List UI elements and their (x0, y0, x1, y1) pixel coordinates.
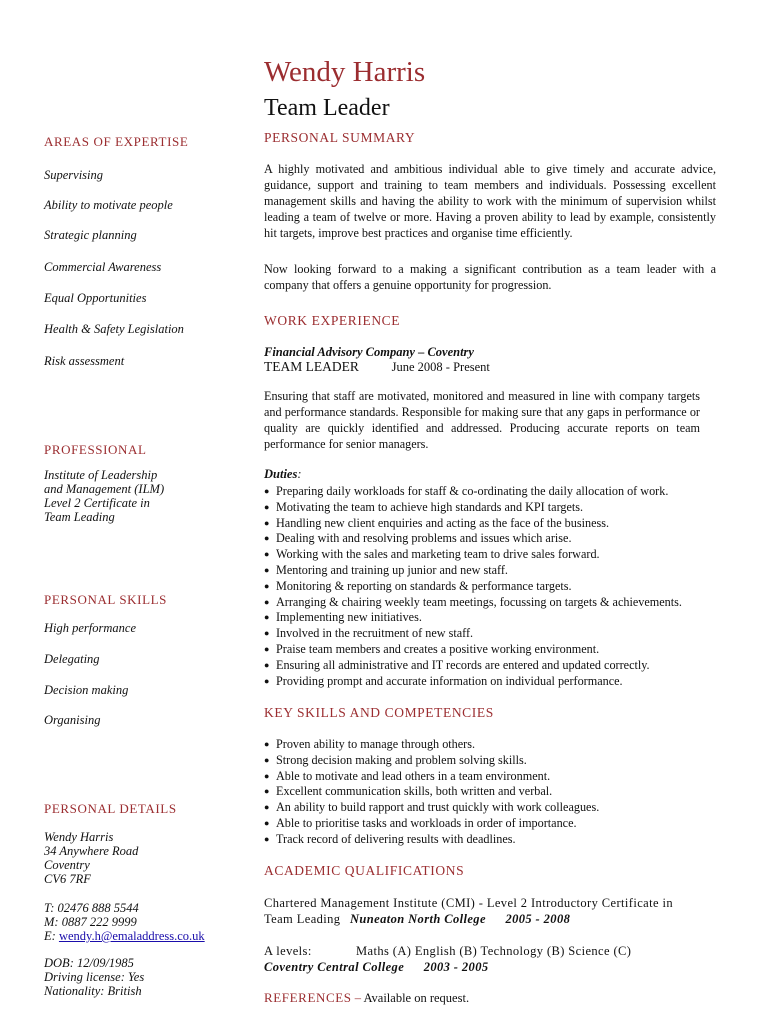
alevels-subjects: Maths (A) English (B) Technology (B) Science (C) (356, 944, 632, 958)
address-line: 34 Anywhere Road (44, 844, 139, 858)
work-dates: June 2008 - Present (391, 360, 490, 374)
key-skill-item: ● Strong decision making and problem solving skills. (264, 753, 599, 769)
key-skill-item: ● Able to motivate and lead others in a team environment. (264, 769, 599, 785)
professional-qualification (44, 468, 164, 524)
cmi-line-2 (264, 911, 716, 927)
skills-item: Organising (44, 713, 101, 727)
references-separator: – (351, 991, 364, 1005)
professional-heading: PROFESSIONAL (44, 442, 147, 457)
work-role: TEAM LEADER (264, 359, 359, 374)
skills-item: Decision making (44, 683, 129, 697)
summary-heading: PERSONAL SUMMARY (264, 130, 416, 145)
driving-license: Driving license: Yes (44, 970, 145, 984)
skills-heading: PERSONAL SKILLS (44, 592, 168, 607)
duty-item: ● Praise team members and creates a positive working environment. (264, 642, 682, 658)
duty-item: ● Mentoring and training up junior and new staff. (264, 563, 682, 579)
alevels-qualification (264, 943, 631, 975)
work-company: Financial Advisory Company – Coventry (264, 345, 474, 359)
alevels-college-line (264, 959, 631, 975)
alevels-label: A levels: (264, 944, 312, 958)
duty-item: ● Working with the sales and marketing team to drive sales forward. (264, 547, 682, 563)
duty-item: ● Providing prompt and accurate information on individual performance. (264, 674, 682, 690)
address-block (44, 830, 138, 886)
duty-item: ● Preparing daily workloads for staff & co-ordinating the daily allocation of work. (264, 484, 682, 500)
cmi-college: Nuneaton North College (350, 912, 486, 926)
duty-item: ● Monitoring & reporting on standards & performance targets. (264, 579, 682, 595)
key-skill-item: ● Proven ability to manage through others. (264, 737, 599, 753)
alevels-college: Coventry Central College (264, 960, 405, 974)
duties-label-line: Duties: (264, 467, 302, 481)
duty-item: ● Dealing with and resolving problems and issues which arise. (264, 531, 682, 547)
email-label: E: (44, 929, 59, 943)
work-heading: WORK EXPERIENCE (264, 313, 401, 328)
academic-heading: ACADEMIC QUALIFICATIONS (264, 863, 465, 878)
duty-item: ● Handling new client enquiries and acting as the face of the business. (264, 516, 682, 532)
duty-item: ● Arranging & chairing weekly team meetings, focussing on targets & achievements. (264, 595, 682, 611)
duty-item: ● Motivating the team to achieve high standards and KPI targets. (264, 500, 682, 516)
expertise-item: Risk assessment (44, 354, 125, 368)
expertise-item: Strategic planning (44, 228, 137, 242)
key-skill-item: ● Able to prioritise tasks and workloads in order of importance. (264, 816, 599, 832)
cmi-course: Team Leading (264, 912, 341, 926)
key-skill-item: ● Track record of delivering results with deadlines. (264, 832, 599, 848)
references-line (264, 990, 469, 1006)
key-skill-item: ● Excellent communication skills, both written and verbal. (264, 784, 599, 800)
key-skills-heading: KEY SKILLS AND COMPETENCIES (264, 705, 494, 720)
summary-paragraph-2: Now looking forward to a making a significant contribution as a team leader with a company that offers a genuine opportunity for progression. (264, 262, 716, 292)
duty-item: ● Implementing new initiatives. (264, 610, 682, 626)
candidate-name: Wendy Harris (264, 56, 426, 88)
key-skills-list (264, 737, 599, 848)
phone: T: 02476 888 5544 (44, 901, 139, 915)
duty-item: ● Involved in the recruitment of new staff. (264, 626, 682, 642)
skills-item: Delegating (44, 652, 100, 666)
cmi-qualification (264, 895, 716, 927)
professional-line: Team Leading (44, 510, 115, 524)
personal-info-block (44, 956, 144, 998)
email-link[interactable]: wendy.h@emaladdress.co.uk (58, 929, 205, 943)
skills-item: High performance (44, 621, 136, 635)
summary-paragraph: A highly motivated and ambitious individual able to give timely and accurate advice, guidance, support and training to team members and individuals. Possessing excellent management skills and having the ability to work with the minimum of supervision whilst leading a team of twelve or more. Having a proven ability to lead by example, consistently hit targets, improve best practices and organise time efficiently. (264, 162, 716, 240)
professional-line: Institute of Leadership (44, 468, 158, 482)
duties-list (264, 484, 682, 689)
email-line (44, 929, 205, 943)
professional-line: and Management (ILM) (44, 482, 165, 496)
references-heading: REFERENCES (264, 990, 352, 1005)
expertise-item: Equal Opportunities (44, 291, 147, 305)
expertise-item: Commercial Awareness (44, 260, 162, 274)
job-title: Team Leader (264, 95, 390, 121)
work-role-line (264, 359, 490, 375)
references-text: Available on request. (363, 991, 470, 1005)
address-line: CV6 7RF (44, 872, 91, 886)
duty-item: ● Ensuring all administrative and IT records are entered and updated correctly. (264, 658, 682, 674)
professional-line: Level 2 Certificate in (44, 496, 150, 510)
alevels-dates: 2003 - 2005 (423, 960, 489, 974)
details-heading: PERSONAL DETAILS (44, 801, 177, 816)
work-description: Ensuring that staff are motivated, monitored and measured in line with company targets and performance standards. Responsible for making sure that any gaps in performance or quality are quickly identified and addressed. Producing accurate reports on team performance for senior managers. (264, 389, 700, 451)
contact-block (44, 901, 205, 943)
address-line: Wendy Harris (44, 830, 114, 844)
expertise-item: Ability to motivate people (44, 198, 173, 212)
expertise-item: Supervising (44, 168, 104, 182)
expertise-heading: AREAS OF EXPERTISE (44, 134, 189, 149)
cmi-dates: 2005 - 2008 (505, 912, 571, 926)
duties-label: Duties (264, 467, 298, 481)
key-skill-item: ● An ability to build rapport and trust quickly with work colleagues. (264, 800, 599, 816)
expertise-item: Health & Safety Legislation (44, 322, 184, 336)
cmi-line: Chartered Management Institute (CMI) - Level 2 Introductory Certificate in (264, 896, 673, 910)
dob: DOB: 12/09/1985 (44, 956, 134, 970)
nationality: Nationality: British (44, 984, 142, 998)
mobile: M: 0887 222 9999 (44, 915, 137, 929)
address-line: Coventry (44, 858, 90, 872)
alevels-line (264, 943, 631, 959)
